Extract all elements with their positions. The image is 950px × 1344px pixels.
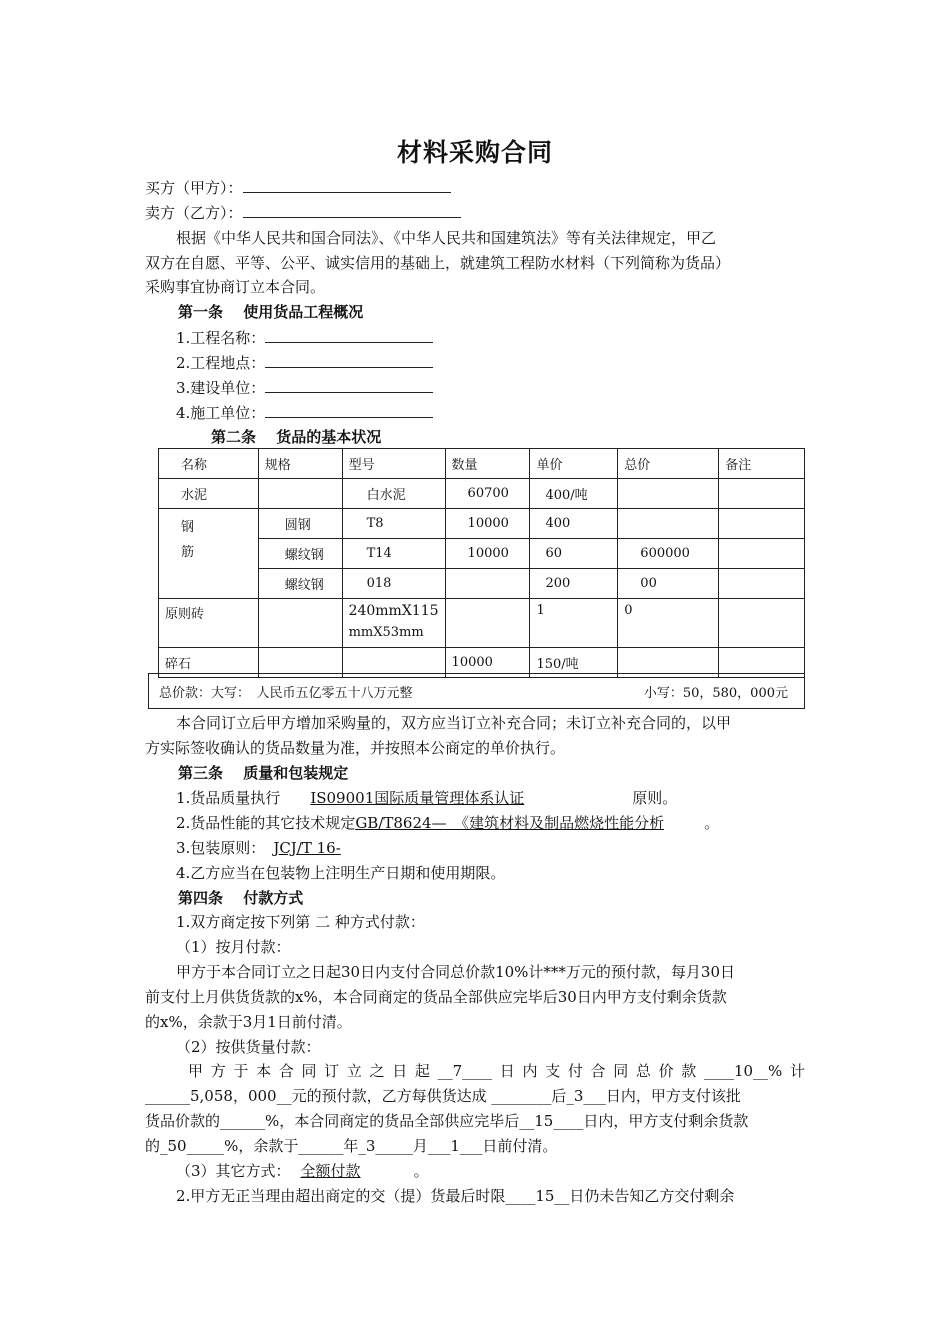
project-name-blank[interactable] — [265, 328, 433, 343]
table-cell — [258, 599, 342, 648]
builder-blank[interactable] — [265, 378, 433, 393]
supply-word: ____10__% — [703, 1062, 783, 1080]
supply-word: 日 — [499, 1062, 515, 1080]
table-cell — [618, 509, 719, 539]
supplement-line-2: 方实际签收确认的货品数量为准，并按照本公商定的单价执行。 — [145, 739, 566, 757]
packaging-value[interactable]: JCJ/T 16- — [273, 839, 341, 857]
contractor-label: 4.施工单位： — [176, 404, 266, 422]
table-cell: 螺纹钢 — [258, 539, 342, 569]
table-cell: 10000 — [445, 509, 530, 539]
supply-word: 同 — [613, 1062, 629, 1080]
table-row — [159, 599, 805, 648]
other-method-line — [176, 1162, 429, 1180]
table-cell: 400 — [530, 509, 618, 539]
supply-line-3: 货品价款的______%，本合同商定的货品全部供应完毕后__15____日内，甲方支付剩余货款 — [145, 1112, 749, 1130]
table-cell — [258, 479, 342, 509]
supply-word: 于 — [233, 1062, 249, 1080]
total-price-words: 总价款：大写： 人民币五亿零五十八万元整 — [159, 686, 413, 701]
supply-word: 内 — [522, 1062, 538, 1080]
supply-word: 合 — [278, 1062, 294, 1080]
article4-heading: 第四条 付款方式 — [178, 889, 304, 907]
table-cell: 10000 — [445, 648, 530, 678]
tech-spec-suffix: 。 — [704, 814, 720, 832]
supply-heading: （2）按供货量付款： — [176, 1038, 321, 1056]
project-site-line — [176, 353, 433, 372]
table-cell: 水泥 — [159, 479, 259, 509]
supply-line-2: ______5,058，000__元的预付款，乙方每供货达成 ________后_3___日内，甲方支付该批 — [145, 1087, 741, 1105]
supply-word: 之 — [369, 1062, 385, 1080]
page-title: 材料采购合同 — [396, 138, 553, 167]
table-row — [159, 509, 805, 539]
table-cell — [445, 599, 530, 648]
other-method-value[interactable]: 全额付款 — [300, 1162, 361, 1180]
preamble-line-2: 双方在自愿、平等、公平、诚实信用的基础上，就建筑工程防水材料（下列简称为货品） — [145, 254, 731, 272]
supply-word: 价 — [658, 1062, 674, 1080]
table-cell: 碎石 — [159, 648, 259, 678]
table-cell: 600000 — [618, 539, 719, 569]
brick-model-line-2: mmX53mm — [348, 625, 424, 640]
table-cell: T8 — [342, 509, 445, 539]
table-cell — [445, 569, 530, 599]
table-cell: 10000 — [445, 539, 530, 569]
table-cell: 白水泥 — [342, 479, 445, 509]
header-cell: 规格 — [258, 449, 342, 479]
table-cell: 0 — [618, 599, 719, 648]
table-cell — [719, 569, 805, 599]
monthly-heading: （1）按月付款： — [176, 938, 291, 956]
table-cell: T14 — [342, 539, 445, 569]
table-cell: 400/吨 — [530, 479, 618, 509]
other-method-suffix: 。 — [398, 1162, 429, 1180]
header-cell: 总价 — [618, 449, 719, 479]
supply-word: __7____ — [437, 1062, 493, 1080]
table-cell — [719, 509, 805, 539]
header-cell: 型号 — [342, 449, 445, 479]
buyer-line — [145, 178, 451, 197]
table-cell: 圆钢 — [258, 509, 342, 539]
project-site-blank[interactable] — [265, 353, 433, 368]
header-cell: 名称 — [159, 449, 259, 479]
table-cell: 螺纹钢 — [258, 569, 342, 599]
packaging-label: 3.包装原则： — [176, 839, 266, 857]
supply-line-4: 的_50_____%，余款于______年_3_____月___1___日前付清。 — [145, 1137, 558, 1155]
supply-word: 本 — [256, 1062, 272, 1080]
packaging-line — [176, 839, 541, 857]
table-cell — [719, 539, 805, 569]
supply-word: 支 — [545, 1062, 561, 1080]
steel-name-char-2: 筋 — [181, 545, 195, 560]
goods-table — [158, 448, 805, 678]
table-cell — [159, 509, 259, 599]
monthly-line-1: 甲方于本合同订立之日起30日内支付合同总价款10%计***万元的预付款，每月30日 — [176, 963, 736, 981]
supply-word: 款 — [681, 1062, 697, 1080]
table-cell — [342, 599, 445, 648]
supply-line-1 — [188, 1062, 805, 1080]
supply-word: 合 — [590, 1062, 606, 1080]
seller-blank[interactable] — [243, 203, 461, 218]
table-cell: 60 — [530, 539, 618, 569]
table-cell: 1 — [530, 599, 618, 648]
contractor-blank[interactable] — [265, 403, 433, 418]
preamble-line-3: 采购事宜协商订立本合同。 — [145, 278, 326, 296]
quality-standard-label: 1.货品质量执行 — [176, 789, 281, 807]
builder-label: 3.建设单位： — [176, 379, 266, 397]
header-cell: 备注 — [719, 449, 805, 479]
total-price-box — [148, 673, 805, 709]
quality-standard-suffix: 原则。 — [632, 789, 678, 807]
header-cell: 单价 — [530, 449, 618, 479]
quality-standard-line — [176, 789, 677, 807]
seller-label: 卖方（乙方）： — [145, 204, 243, 222]
table-cell: 原则砖 — [159, 599, 259, 648]
quality-standard-value[interactable]: IS09001国际质量管理体系认证 — [310, 789, 525, 807]
table-cell — [719, 599, 805, 648]
article1-heading: 第一条 使用货品工程概况 — [178, 303, 364, 321]
total-price-figures: 小写：50，580，000元 — [643, 686, 788, 701]
buyer-blank[interactable] — [243, 178, 451, 193]
table-cell: 150/吨 — [530, 648, 618, 678]
article2-heading: 第二条 货品的基本状况 — [211, 428, 382, 446]
supply-word: 日 — [392, 1062, 408, 1080]
supply-word: 立 — [346, 1062, 362, 1080]
builder-line — [176, 378, 433, 397]
project-name-label: 1.工程名称： — [176, 329, 266, 347]
article3-heading: 第三条 质量和包装规定 — [178, 764, 349, 782]
supply-word: 订 — [324, 1062, 340, 1080]
payment-method-line: 1.双方商定按下列第 二 种方式付款： — [176, 913, 425, 931]
monthly-line-2: 前支付上月供货货款的x%，本合同商定的货品全部供应完毕后30日内甲方支付剩余货款 — [145, 988, 727, 1006]
project-site-label: 2.工程地点： — [176, 354, 266, 372]
project-name-line — [176, 328, 433, 347]
table-cell — [719, 479, 805, 509]
steel-name-char-1: 钢 — [181, 520, 195, 535]
preamble-line-1: 根据《中华人民共和国合同法》、《中华人民共和国建筑法》等有关法律规定，甲乙 — [176, 229, 717, 247]
other-method-label: （3）其它方式： — [176, 1162, 291, 1180]
table-row — [159, 479, 805, 509]
contractor-line — [176, 403, 433, 422]
supply-word: 甲 — [188, 1062, 204, 1080]
buyer-label: 买方（甲方）： — [145, 179, 243, 197]
table-cell: 200 — [530, 569, 618, 599]
table-cell: 018 — [342, 569, 445, 599]
supply-word: 付 — [567, 1062, 583, 1080]
supplement-line-1: 本合同订立后甲方增加采购量的，双方应当订立补充合同；未订立补充合同的，以甲 — [176, 714, 732, 732]
brick-model-line-1: 240mmX115 — [348, 603, 439, 619]
seller-line — [145, 203, 461, 222]
tech-spec-line — [176, 814, 719, 832]
supply-word: 起 — [414, 1062, 430, 1080]
delivery-deadline-line: 2.甲方无正当理由超出商定的交（提）货最后时限____15__日仍未告知乙方交付剩余 — [176, 1187, 735, 1205]
header-cell: 数量 — [445, 449, 530, 479]
supply-word: 方 — [210, 1062, 226, 1080]
tech-spec-value[interactable]: GB/T8624— 《建筑材料及制品燃烧性能分析 — [355, 814, 665, 832]
table-cell: 00 — [618, 569, 719, 599]
table-header-row — [159, 449, 805, 479]
supply-word: 计 — [789, 1062, 805, 1080]
monthly-line-3: 的x%，余款于3月1日前付清。 — [145, 1013, 352, 1031]
supply-word: 同 — [301, 1062, 317, 1080]
supply-word: 总 — [635, 1062, 651, 1080]
table-cell: 60700 — [445, 479, 530, 509]
table-cell — [618, 479, 719, 509]
tech-spec-label: 2.货品性能的其它技术规定 — [176, 814, 356, 832]
packaging-note: 4.乙方应当在包装物上注明生产日期和使用期限。 — [176, 864, 506, 882]
